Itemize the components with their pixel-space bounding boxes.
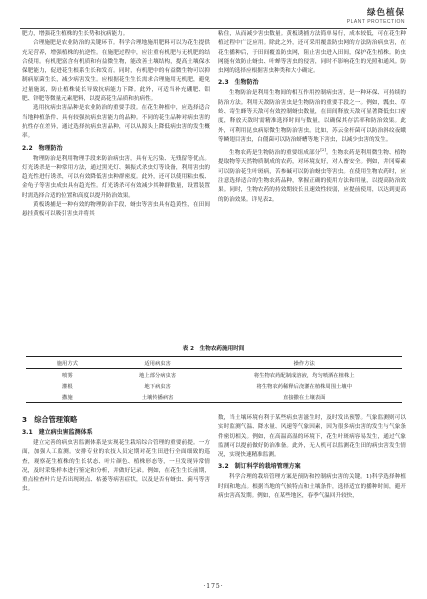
paragraph: 黄板诱捕是一种有效的物理防治手段，蚜虫等害虫具有趋黄性，在田间悬挂黄板可以吸引害虫并将其 [22, 202, 210, 218]
table-cell: 将生物农药配制成溶液，均匀喷洒在植株上 [253, 372, 355, 379]
table-cell: 直接撒在土壤表面 [283, 394, 326, 401]
subsection-heading-monitoring: 3.1 建立病虫害监测体系 [22, 429, 93, 436]
table-cell: 地上部分病虫害 [139, 372, 177, 379]
header-rule [20, 28, 407, 29]
paragraph: 建立完善的病虫害监测体系是实现花生栽培综合管理的重要前提。一方面，加强人工监测。安排专业的农技人员定期对花生田进行全面细致的巡查，观察花生植株的生长状态、叶片颜色、植株形态等，一旦发现异常情况，及时采集样本进行鉴定和分析，并做好记录。例如，在花生生长前期，重点检查叶片是否出现斑点、枯萎等病害症状，以及是否有蚜虫、蓟马等害虫。 [22, 440, 210, 493]
citation-ref: [2] [320, 147, 327, 153]
section-heading-biological-control: 2.3 生物防治 [218, 79, 259, 87]
table-header-cell: 施用方式 [56, 360, 78, 367]
left-column [22, 30, 210, 220]
subsection-heading-cultivation-plan: 3.2 制订科学的栽培管理方案 [218, 463, 301, 471]
table-header-cell: 适用病虫害 [144, 360, 171, 367]
table-cell: 灌根 [62, 383, 73, 390]
paragraph-text: 生物农药是生物防治的重要组成部分 [229, 150, 321, 157]
table-row [26, 380, 402, 391]
running-header [347, 6, 405, 25]
table-cell: 土壤传播病害 [141, 394, 174, 401]
table-cell: 撒施 [62, 394, 73, 401]
right-column-bottom [218, 414, 406, 501]
journal-section-subtitle: PLANT PROTECTION [346, 19, 405, 25]
left-column-bottom [22, 414, 210, 495]
paragraph: 合理施肥是农业防治的关键环节。科学合理地施用肥料可以为花生提供充足营养，增强植株的抗逆性。在施肥过程中，应注重有机肥与无机肥的结合使用。有机肥富含有机质和有益微生物，能改善土壤结构，提高土壤保水保肥能力，促进花生根系生长和发育。同时，有机肥中的有益微生物可以抑制病原菌生长，减少病害发生。应根据花生生长需求合理施用无机肥，避免过量施氮，防止植株徒长导致抗病能力下降。此外，可适当补充硼肥、钼肥、锌肥等微量元素肥料，以提高花生品质和抗病性。 [22, 40, 210, 103]
paragraph-text: 。生物农药是利用微生物、植物提取物等天然物质制成的农药，对环境友好，对人畜安全。例如，井冈霉素可以防治花生叶斑病，苦参碱可以防治蚜虫等害虫。在使用生物农药时，应注意选择适合的生物农药品种，掌握正确的使用方法和用量，以提高防治效果。同时，生物农药的持效期较长且速效性较弱，应提前使用，以达到更高的防治效果。详见表2。 [218, 150, 406, 203]
table-row [26, 369, 402, 381]
page-number: ·175· [203, 583, 224, 590]
paragraph [218, 145, 406, 205]
paragraph: 科学合理的栽培管理方案是预防和控制病虫害的关键。1)科学选择种植时间和地点。根据当地的气候特点和土壤条件，选择适宜的播种时间，避开病虫害高发期。例如，在某些地区，春季气温回升较快， [218, 474, 406, 500]
paragraph: 物理防治是利用物理手段来防治病虫害，具有无污染、无残留等优点。灯光诱杀是一种常用方法，通过黑光灯、频振式杀虫灯等设备，利用害虫的趋光性进行诱杀，可以有效降低害虫种群密度。此外，还可以使用粘虫板、金龟子等害虫成虫具有趋光性。灯光诱杀可有效减少其种群数量，设置装置时需选择合适的位置和高度以提升防治效果。 [22, 155, 210, 199]
section-heading-integrated-management: 3 综合管理策略 [22, 415, 78, 424]
paragraph: 生物防治是利用生物间的相互作用控制病虫害，是一种环保、可持续的防治方法。利用天敌防治害虫是生物防治的重要手段之一。例如，瓢虫、草蛉、寄生蜂等天敌可有效控制蚜虫数量，在田间释放天敌可显著降低虫口密度，释放天敌时需精准选择时间与数量，以确保其存活率和防治效果。此外，可利用昆虫病原微生物防治害虫。比如，苏云金杆菌可以防治斜纹夜蛾等鳞翅目害虫，白僵菌可以防治蛴螬等地下害虫，以减少虫害的发生。 [218, 90, 406, 143]
bio-pesticide-table [26, 356, 402, 403]
journal-section-title: 绿色植保 [366, 8, 405, 18]
table-cell: 将生物农药稀释后浇灌在植株周围土壤中 [256, 383, 352, 390]
table-caption: 表 2 生物农药施用时间 [182, 346, 245, 352]
paragraph: 选用抗病虫害品种是农业防治的重要手段。在花生种植中，应选择适合当地种植条件、具有较强抗病虫害能力的品种。不同的花生品种对病虫害的抗性存在差异，通过选择抗病虫害品种，可以从源头上降低病虫害的发生概率。 [22, 105, 210, 140]
table-header-row [26, 357, 402, 369]
table-row [26, 391, 402, 403]
paragraph: 肥力，增强花生植株的生长势和抗病能力。 [22, 31, 129, 37]
table-cell: 喷雾 [62, 372, 73, 379]
right-column [218, 30, 406, 205]
table-cell: 地下病虫害 [144, 383, 171, 390]
section-heading-physical-control: 2.2 物理防治 [22, 144, 63, 152]
table-header-cell: 操作方法 [293, 360, 315, 367]
paragraph: 数，当土壤环境有利于某些病虫害滋生时，及时发出预警。气象监测则可以实时监测气温、降水量、风速等气象因素，因为很多病虫害的发生与气象条件密切相关。例如，在高温高湿的环境下，花生叶斑病容易发生，通过气象监测可以提前做好防治准备。此外，无人机可以监测花生田的病虫害发生情况，实现快速精准监测。 [218, 415, 406, 459]
paragraph: 粘住，从而减少害虫数量。黄板诱捕方法简单易行，成本较低，可在花生种植过程中广泛应用。除此之外，还可采用覆盖防虫网的方法防治病虫害，在花生播种后，于田间覆盖防虫网，阻止害虫进入田间，保护花生植株。防虫网能有效防止蚜虫、叶蝉等害虫的侵害，同时不影响花生的光照和通风。防虫网的选择应根据害虫种类和大小确定。 [218, 31, 406, 75]
